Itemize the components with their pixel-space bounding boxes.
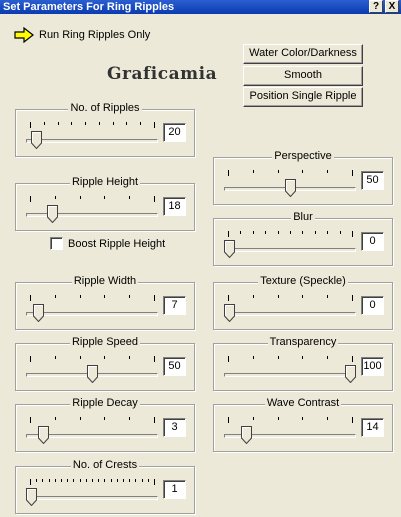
slider-tick: [61, 479, 62, 482]
slider-tick: [71, 122, 72, 125]
ripple-width-label: Ripple Width: [73, 275, 137, 287]
slider-tick: [55, 295, 56, 298]
ripple-width-group: [15, 275, 195, 330]
slider-tick: [80, 417, 81, 420]
slider-tick: [278, 356, 279, 359]
ripple-width-track[interactable]: [26, 312, 158, 316]
slider-tick: [228, 356, 229, 362]
slider-tick: [86, 479, 87, 482]
ripple-decay-label: Ripple Decay: [72, 397, 138, 409]
slider-tick: [253, 356, 254, 359]
graficamia-logo: Graficamia: [107, 64, 218, 84]
no-of-crests-ticks: [26, 479, 158, 485]
blur-ticks: [224, 231, 356, 237]
wave-contrast-ticks: [224, 417, 356, 423]
slider-tick: [265, 231, 266, 234]
slider-tick: [123, 479, 124, 482]
position-single-ripple-button[interactable]: Position Single Ripple: [243, 87, 363, 107]
perspective-slider-thumb[interactable]: [285, 179, 296, 197]
slider-tick: [352, 417, 353, 423]
ripple-height-slider-thumb[interactable]: [47, 205, 58, 223]
transparency-slider-thumb[interactable]: [345, 365, 356, 383]
close-button[interactable]: X: [385, 0, 399, 13]
slider-tick: [315, 231, 316, 234]
slider-tick: [302, 170, 303, 173]
no-of-crests-label: No. of Crests: [72, 459, 138, 471]
slider-tick: [352, 295, 353, 301]
transparency-group: [213, 336, 393, 391]
slider-tick: [80, 356, 81, 359]
slider-tick: [129, 479, 130, 482]
boost-ripple-height-option[interactable]: [50, 237, 165, 250]
transparency-track[interactable]: [224, 373, 356, 377]
ripple-decay-group: [15, 397, 195, 452]
no-of-ripples-ticks: [26, 122, 158, 128]
ripple-decay-value[interactable]: 3: [163, 418, 186, 437]
run-ring-ripples-only-option[interactable]: [14, 26, 150, 44]
slider-tick: [327, 170, 328, 173]
ripple-height-group: [15, 176, 195, 231]
slider-tick: [253, 170, 254, 173]
transparency-label: Transparency: [269, 336, 337, 348]
texture-speckle-track[interactable]: [224, 312, 356, 316]
perspective-value[interactable]: 50: [361, 171, 384, 190]
slider-tick: [104, 356, 105, 359]
slider-tick: [58, 122, 59, 125]
ripple-speed-label: Ripple Speed: [71, 336, 139, 348]
window-title: Set Parameters For Ring Ripples: [3, 1, 175, 13]
slider-tick: [92, 479, 93, 482]
ripple-height-track[interactable]: [26, 213, 158, 217]
ripple-speed-ticks: [26, 356, 158, 362]
slider-tick: [36, 479, 37, 482]
no-of-crests-value[interactable]: 1: [163, 480, 186, 499]
slider-tick: [154, 356, 155, 362]
slider-tick: [154, 196, 155, 202]
slider-tick: [49, 479, 50, 482]
slider-tick: [30, 479, 31, 485]
slider-tick: [228, 417, 229, 423]
slider-tick: [253, 231, 254, 234]
slider-tick: [253, 417, 254, 420]
texture-speckle-value[interactable]: 0: [361, 296, 384, 315]
no-of-crests-group: [15, 459, 195, 514]
slider-tick: [30, 295, 31, 301]
boost-ripple-height-checkbox[interactable]: [50, 237, 63, 250]
arrow-right-icon: [14, 27, 34, 43]
ripple-width-ticks: [26, 295, 158, 301]
slider-tick: [30, 196, 31, 202]
slider-tick: [302, 295, 303, 298]
slider-tick: [111, 479, 112, 482]
transparency-value[interactable]: 100: [361, 357, 384, 376]
slider-tick: [327, 231, 328, 234]
ripple-width-slider-thumb[interactable]: [33, 304, 44, 322]
slider-tick: [80, 295, 81, 298]
slider-tick: [129, 417, 130, 420]
slider-tick: [228, 231, 229, 237]
slider-tick: [55, 196, 56, 199]
slider-tick: [278, 231, 279, 234]
slider-tick: [228, 170, 229, 176]
perspective-label: Perspective: [274, 150, 332, 162]
wave-contrast-slider-thumb[interactable]: [241, 426, 252, 444]
slider-tick: [135, 479, 136, 482]
slider-tick: [42, 479, 43, 482]
slider-tick: [55, 479, 56, 482]
blur-value[interactable]: 0: [361, 232, 384, 251]
blur-group: [213, 211, 393, 266]
slider-tick: [126, 122, 127, 125]
perspective-group: [213, 150, 393, 205]
no-of-ripples-label: No. of Ripples: [70, 102, 140, 114]
title-bar: [0, 0, 401, 14]
slider-tick: [85, 122, 86, 125]
ripple-decay-slider-thumb[interactable]: [38, 426, 49, 444]
texture-speckle-label: Texture (Speckle): [260, 275, 346, 287]
slider-tick: [228, 295, 229, 301]
slider-tick: [129, 356, 130, 359]
ripple-width-value[interactable]: 7: [163, 296, 186, 315]
no-of-ripples-track[interactable]: [26, 139, 158, 143]
slider-tick: [290, 231, 291, 234]
slider-tick: [352, 231, 353, 237]
wave-contrast-label: Wave Contrast: [266, 397, 340, 409]
slider-tick: [30, 122, 31, 128]
no-of-ripples-value[interactable]: 20: [163, 123, 186, 142]
slider-tick: [302, 417, 303, 420]
no-of-crests-track[interactable]: [26, 496, 158, 500]
slider-tick: [154, 417, 155, 423]
slider-tick: [80, 196, 81, 199]
slider-tick: [30, 356, 31, 362]
ripple-height-ticks: [26, 196, 158, 202]
slider-tick: [67, 479, 68, 482]
slider-tick: [352, 170, 353, 176]
ripple-speed-slider-thumb[interactable]: [87, 365, 98, 383]
slider-tick: [55, 417, 56, 420]
perspective-ticks: [224, 170, 356, 176]
slider-tick: [352, 356, 353, 362]
wave-contrast-group: [213, 397, 393, 452]
blur-track[interactable]: [224, 248, 356, 252]
ripple-height-label: Ripple Height: [71, 176, 139, 188]
slider-tick: [327, 417, 328, 420]
help-button[interactable]: ?: [369, 0, 383, 13]
slider-tick: [327, 356, 328, 359]
slider-tick: [104, 196, 105, 199]
slider-tick: [327, 295, 328, 298]
slider-tick: [148, 479, 149, 482]
no-of-crests-slider-thumb[interactable]: [26, 488, 37, 506]
ripple-speed-value[interactable]: 50: [163, 357, 186, 376]
slider-tick: [99, 122, 100, 125]
ripple-height-value[interactable]: 18: [163, 197, 186, 216]
no-of-ripples-slider-thumb[interactable]: [31, 131, 42, 149]
slider-tick: [113, 122, 114, 125]
slider-tick: [30, 417, 31, 423]
ripple-speed-group: [15, 336, 195, 391]
slider-tick: [142, 479, 143, 482]
slider-tick: [278, 170, 279, 173]
slider-tick: [302, 231, 303, 234]
slider-tick: [240, 231, 241, 234]
wave-contrast-value[interactable]: 14: [361, 418, 384, 437]
slider-tick: [98, 479, 99, 482]
slider-tick: [154, 295, 155, 301]
slider-tick: [104, 479, 105, 482]
water-color-darkness-button[interactable]: Water Color/Darkness: [243, 44, 363, 64]
slider-tick: [340, 231, 341, 234]
slider-tick: [104, 295, 105, 298]
slider-tick: [302, 356, 303, 359]
slider-tick: [104, 417, 105, 420]
blur-label: Blur: [293, 211, 313, 223]
transparency-ticks: [224, 356, 356, 362]
slider-tick: [154, 122, 155, 128]
no-of-ripples-group: [15, 102, 195, 157]
slider-tick: [129, 295, 130, 298]
slider-tick: [129, 196, 130, 199]
texture-speckle-slider-thumb[interactable]: [224, 304, 235, 322]
ripple-decay-ticks: [26, 417, 158, 423]
texture-speckle-ticks: [224, 295, 356, 301]
slider-tick: [140, 122, 141, 125]
slider-tick: [154, 479, 155, 485]
slider-tick: [55, 356, 56, 359]
boost-ripple-height-label: Boost Ripple Height: [68, 237, 166, 250]
slider-tick: [253, 295, 254, 298]
blur-slider-thumb[interactable]: [224, 240, 235, 258]
slider-tick: [73, 479, 74, 482]
slider-tick: [278, 417, 279, 420]
slider-tick: [278, 295, 279, 298]
smooth-button[interactable]: Smooth: [243, 66, 363, 86]
run-ring-ripples-only-label: Run Ring Ripples Only: [39, 29, 151, 41]
slider-tick: [44, 122, 45, 125]
slider-tick: [80, 479, 81, 482]
texture-speckle-group: [213, 275, 393, 330]
slider-tick: [117, 479, 118, 482]
